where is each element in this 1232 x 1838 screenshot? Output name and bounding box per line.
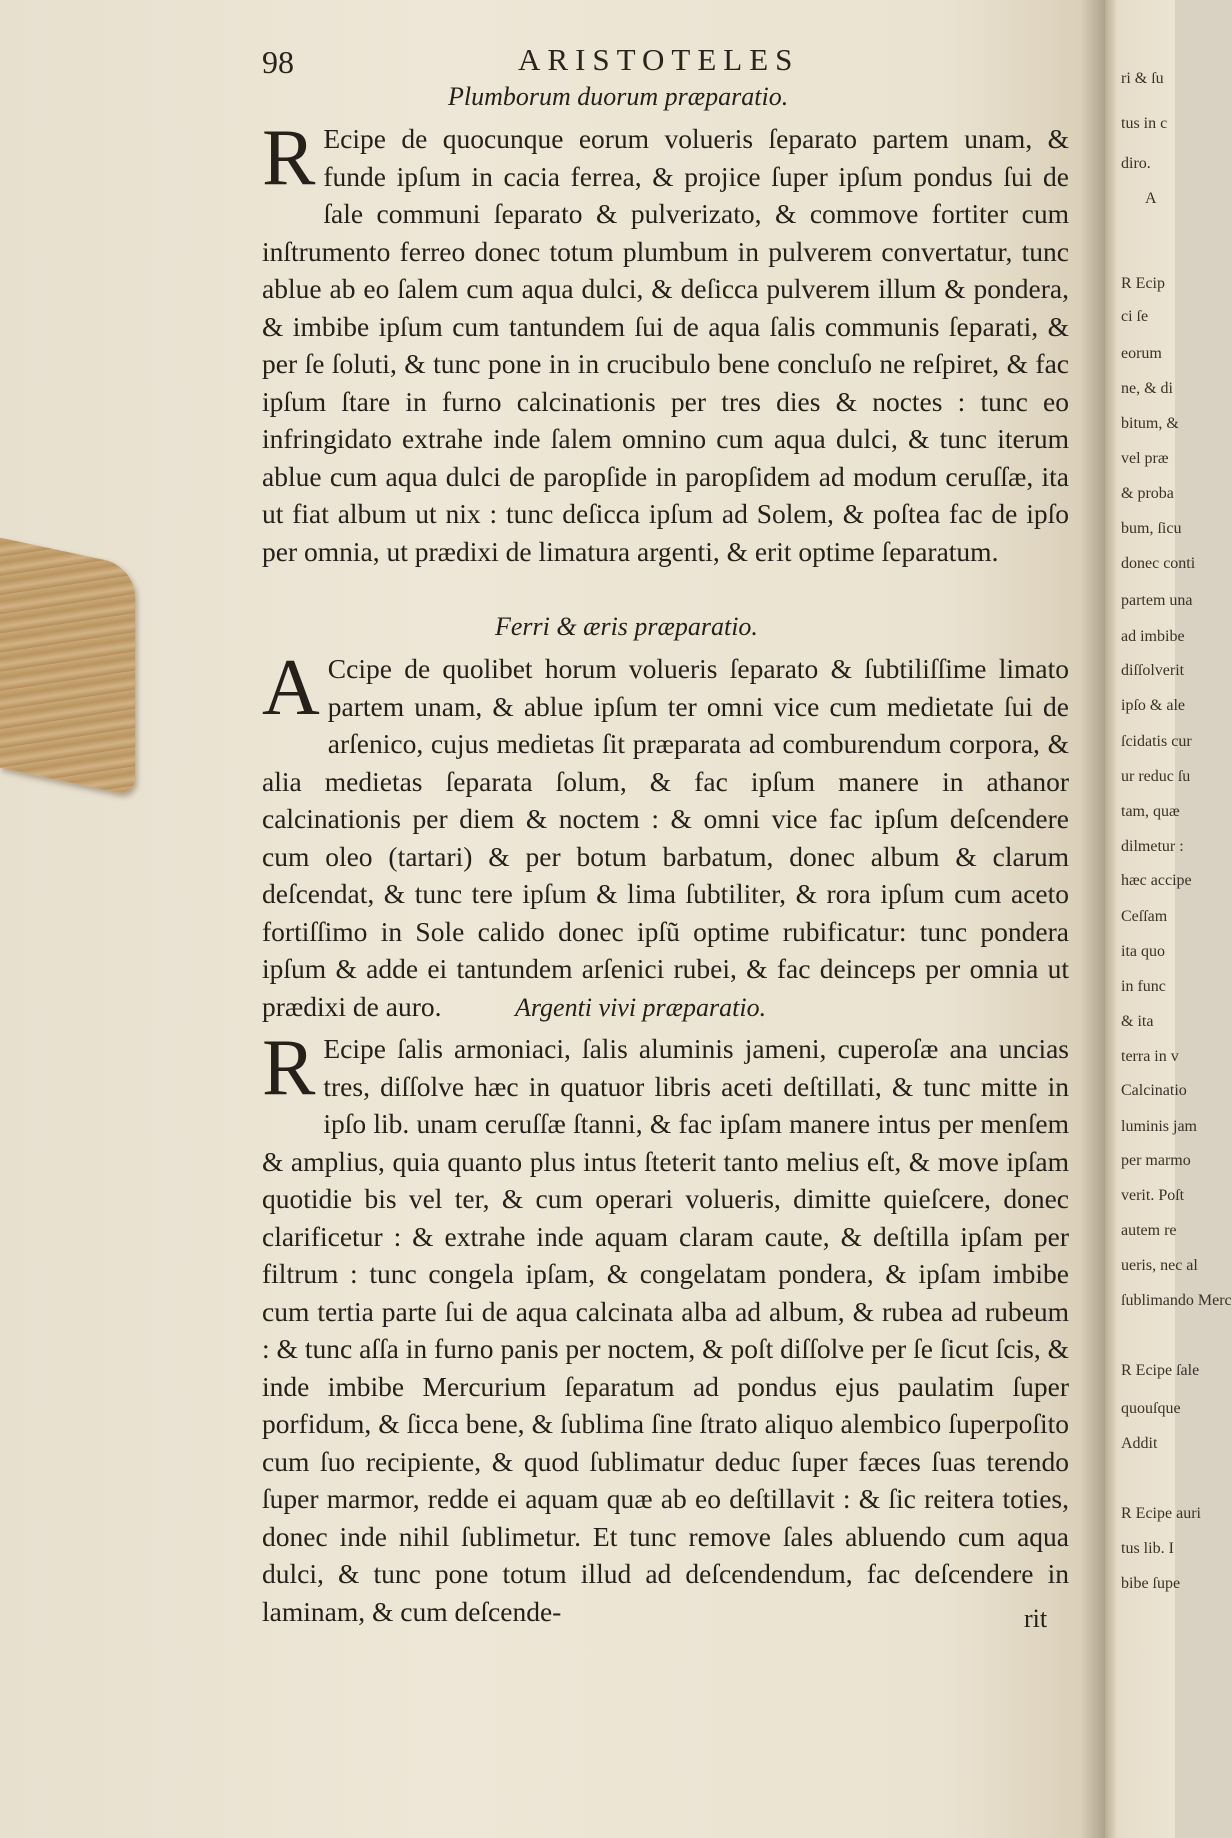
adjacent-fragment: diſſolverit bbox=[1121, 662, 1185, 679]
adjacent-fragment: R Ecip bbox=[1121, 275, 1165, 292]
adjacent-fragment: R Ecipe ſale bbox=[1121, 1362, 1200, 1379]
adjacent-fragment: Addit bbox=[1121, 1435, 1158, 1452]
section-body-3 bbox=[262, 1024, 1069, 1630]
adjacent-fragment: ci ſe bbox=[1121, 308, 1149, 325]
section-heading-2: Ferri & æris præparatio. bbox=[495, 612, 758, 641]
adjacent-fragment: bibe ſupe bbox=[1121, 1575, 1181, 1592]
section-body-1 bbox=[262, 114, 1069, 570]
section-heading-1: Plumborum duorum præparatio. bbox=[448, 82, 789, 111]
adjacent-fragment: ne, & di bbox=[1121, 380, 1173, 397]
adjacent-fragment: R Ecipe auri bbox=[1121, 1505, 1201, 1522]
adjacent-fragment: ad imbibe bbox=[1121, 628, 1185, 645]
adjacent-fragment: vel præ bbox=[1121, 450, 1169, 467]
adjacent-fragment: hæc accipe bbox=[1121, 872, 1192, 889]
adjacent-fragment: bitum, & bbox=[1121, 415, 1179, 432]
adjacent-fragment: A bbox=[1145, 190, 1157, 207]
adjacent-fragment: diro. bbox=[1121, 155, 1151, 172]
adjacent-page-edge bbox=[1105, 0, 1232, 1838]
catchword: rit bbox=[1024, 1604, 1048, 1633]
adjacent-fragment: ipſo & ale bbox=[1121, 697, 1185, 714]
drop-cap-2: A bbox=[262, 644, 320, 732]
wooden-page-holder bbox=[0, 538, 135, 797]
adjacent-fragment: tus in c bbox=[1121, 115, 1168, 132]
drop-cap-1: R bbox=[262, 114, 316, 202]
adjacent-fragment: tus lib. I bbox=[1121, 1540, 1174, 1557]
section-text-1: Ecipe de quocunque eorum volueris ſeparato partem unam, & funde ipſum in cacia ferrea, & projice ſuper ipſum pondus ſui de ſale communi ſeparato & pulverizato, & commove fortiter cum inſtrumento ferreo donec totum plumbum in pulverem convertatur, tunc ablue ab eo ſalem cum aqua dulci, & deſicca pulverem illum & pondera, & imbibe ipſum cum tantundem ſui de aqua ſalis communis ſeparati, & per ſe ſoluti, & tunc pone in in crucibulo bene concluſo ne reſpiret, & fac ipſum ſtare in furno calcinationis per tres dies & noctes : tunc eo infringidato extrahe inde ſalem omnino cum aqua dulci, & tunc iterum ablue cum aqua dulci de paropſide in paropſidem ad modum ceruſſæ, ita ut fiat album ut nix : tunc deſicca ipſum ad Solem, & poſtea fac de ipſo per omnia, ut prædixi de limatura argenti, & erit optime ſeparatum. bbox=[262, 123, 1069, 567]
adjacent-fragment: autem re bbox=[1121, 1222, 1177, 1239]
adjacent-fragment: eorum bbox=[1121, 345, 1162, 362]
adjacent-fragment: & ita bbox=[1121, 1013, 1154, 1030]
page-number: 98 bbox=[262, 44, 294, 80]
adjacent-fragment: quouſque bbox=[1121, 1400, 1181, 1417]
adjacent-fragment: Calcinatio bbox=[1121, 1082, 1187, 1099]
drop-cap-3: R bbox=[262, 1024, 316, 1112]
adjacent-fragment: luminis jam bbox=[1121, 1118, 1197, 1135]
adjacent-fragment: ita quo bbox=[1121, 943, 1165, 960]
adjacent-fragment: ueris, nec al bbox=[1121, 1257, 1198, 1274]
adjacent-fragment: bum, ſicu bbox=[1121, 520, 1182, 537]
section-body-2 bbox=[262, 644, 1069, 1025]
adjacent-fragment: & proba bbox=[1121, 485, 1174, 502]
section-heading-3: Argenti vivi præparatio. bbox=[515, 993, 767, 1022]
adjacent-fragment: tam, quæ bbox=[1121, 803, 1180, 820]
adjacent-fragment: verit. Poſt bbox=[1121, 1187, 1185, 1204]
adjacent-fragment: ri & ſu bbox=[1121, 70, 1164, 87]
adjacent-fragment: ſublimando Merc bbox=[1121, 1292, 1232, 1309]
adjacent-fragment: in func bbox=[1121, 978, 1166, 995]
adjacent-fragment: ur reduc ſu bbox=[1121, 768, 1191, 785]
section-text-3: Ecipe ſalis armoniaci, ſalis aluminis jameni, cuperoſæ ana uncias tres, diſſolve hæc in quatuor libris aceti deſtillati, & tunc mitte in ipſo lib. unam ceruſſæ ſtanni, & fac ipſam manere intus per menſem & amplius, quia quanto plus intus ſteterit tanto melius eſt, & move ipſam quotidie bis vel ter, & cum operari volueris, dimitte quieſcere, donec clarificetur : & extrahe inde aquam claram caute, & deſtilla ipſam per filtrum : tunc congela ipſam, & congelatam pondera, & ipſam imbibe cum tertia parte ſui de aqua calcinata alba ad album, & rubea ad rubeum : & tunc aſſa in furno panis per noctem, & poſt diſſolve per ſe ſicut ſcis, & inde imbibe Mercurium ſeparatum ad pondus ejus paulatim ſuper porfidum, & ſicca bene, & ſublima ſine ſtrato aliquo alembico ſuperpoſito cum ſuo recipiente, & quod ſublimatur deduc ſuper fæces ſuas terendo ſuper marmor, redde ei aquam quæ ab eo deſtillavit : & ſic reitera toties, donec inde nihil ſublimetur. Et tunc remove ſales abluendo cum aqua dulci, & tunc pone totum illud ad deſcendendum, fac deſcendere in laminam, & cum deſcende- bbox=[262, 1033, 1069, 1627]
adjacent-fragment: donec conti bbox=[1121, 555, 1196, 572]
adjacent-fragment: dilmetur : bbox=[1121, 838, 1184, 855]
adjacent-fragment: ſcidatis cur bbox=[1121, 733, 1192, 750]
section-text-2: Ccipe de quolibet horum volueris ſeparato & ſubtiliſſime limato partem unam, & ablue ipſum ter omni vice cum medietate ſui de arſenico, cujus medietas ſit præparata ad comburendum corpora, & alia medietas ſeparata ſolum, & fac ipſum manere in athanor calcinationis per diem & noctem : & omni vice fac ipſum deſcendere cum oleo (tartari) & per botum barbatum, donec album & clarum deſcendat, & tunc tere ipſum & lima ſubtiliter, & rora ipſum cum aceto fortiſſimo in Sole calido donec ipſũ optime rubificatur: tunc pondera ipſum & adde ei tantundem arſenici rubei, & fac deinceps per omnia ut prædixi de auro. bbox=[262, 653, 1069, 1022]
adjacent-fragment: terra in v bbox=[1121, 1048, 1179, 1065]
adjacent-fragment: Ceſſam bbox=[1121, 908, 1168, 925]
running-title: ARISTOTELES bbox=[518, 42, 800, 77]
adjacent-fragment: partem una bbox=[1121, 592, 1193, 609]
adjacent-fragment: per marmo bbox=[1121, 1152, 1191, 1169]
